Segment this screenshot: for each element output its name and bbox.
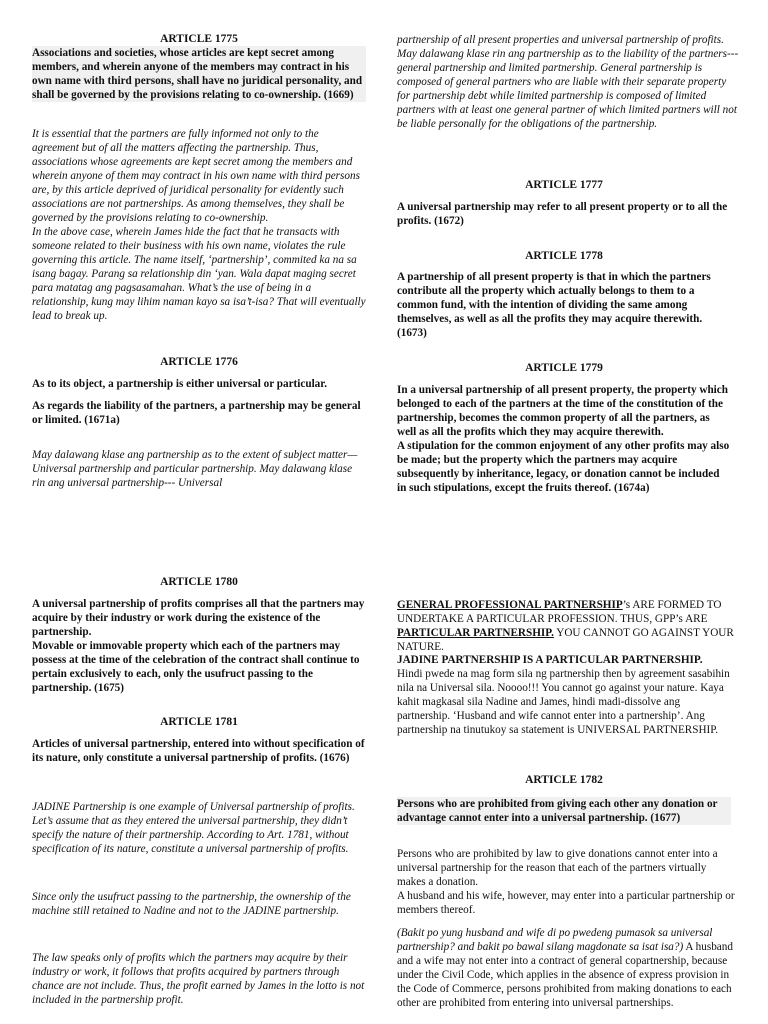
article-1775-text: Associations and societies, whose articles are kept secret among members, and wherein anyone of the members may contract in his own name with third persons, shall have no juridical personality, and shall be governed by the provisions relating to co-ownership. (1669) [32, 46, 366, 102]
gpp-term: GENERAL PROFESSIONAL PARTNERSHIP [397, 599, 623, 611]
article-1776-text-b: As regards the liability of the partners, a partnership may be general or limited. (1671a) [32, 400, 361, 426]
article-1775-heading: ARTICLE 1775 [160, 33, 238, 45]
article-1779-heading: ARTICLE 1779 [525, 362, 603, 374]
article-1776-commentary-cont: partnership of all present properties and universal partnership of profits. May dalawang klase rin ang partnership as to the liability of the partners--- general partnership and limited partnership. General partnership is composed of general partners who are liable with their separate property for partnership debt while limited partnership is composed of limited partners with at least one general partner of which limited partners will not be liable personally for the obligations of the partnership. [397, 34, 739, 130]
article-1775-commentary: It is essential that the partners are fully informed not only to the agreement but of all the matters affecting the partnership. Thus, associations whose agreements are kept secret among the members and wherein anyone of them may contract in his own name with third persons are, by this article deprived of juridical personality for evidently such associations are not partnerships. As among themselves, they shall be governed by the provisions relating to co-ownership. In the above case, wherein James hide the fact that he transacts with someone related to their business with his own name, violates the rule governing this article. The name itself, ‘partnership’, commited ka na sa isang bagay. Parang sa relationship din ‘yan. Wala dapat maging secret para matatag ang pagsasamahan. What’s the use of being in a relationship, kung may lihim naman kayo sa isa’t-isa? That will eventually lead to break up. [32, 128, 366, 322]
article-1777-text: A universal partnership may refer to all present property or to all the profits. (1672) [397, 201, 728, 227]
article-1779-text: In a universal partnership of all present property, the property which belonged to each of the partners at the time of the constitution of the partnership, becomes the common property of all the partners, as well as all the profits which they may acquire therewith. A stipulation for the common enjoyment of any other profits may also be made; but the property which the partners may acquire subsequently by inheritance, legacy, or donation cannot be included in such stipulations, except the fruits thereof. (1674a) [397, 384, 730, 494]
gpp-note [397, 598, 735, 654]
article-1781-commentary-b: Since only the usufruct passing to the partnership, the ownership of the machine still retained to Nadine and not to the JADINE partnership. [32, 891, 351, 917]
answer-text: A husband and a wife may not enter into a contract of general copartnership, because under the Civil Code, which applies in the absence of express provision in the Code of Commerce, persons prohibited from making donations to each other are prohibited from entering into universal partnerships. [397, 941, 733, 1009]
jadine-heading: JADINE PARTNERSHIP IS A PARTICULAR PARTNERSHIP. [397, 654, 703, 666]
article-1778-text: A partnership of all present property is that in which the partners contribute all the property which actually belongs to them to a common fund, with the intention of dividing the same among themselves, as well as all the profits they may acquire therewith. (1673) [397, 271, 711, 339]
article-1781-heading: ARTICLE 1781 [160, 716, 238, 728]
article-1781-text: Articles of universal partnership, entered into without specification of its nature, only constitute a universal partnership of profits. (1676) [32, 738, 365, 764]
article-1780-heading: ARTICLE 1780 [160, 576, 238, 588]
article-1776-heading: ARTICLE 1776 [160, 356, 238, 368]
article-1780-text: A universal partnership of profits comprises all that the partners may acquire by their industry or work during the existence of the partnership. Movable or immovable property which each of the partners may possess at the time of the celebration of the contract shall continue to pertain exclusively to each, only the usufruct passing to the partnership. (1675) [32, 598, 365, 694]
question-text: (Bakit po yung husband and wife di po pwedeng pumasok sa universal partnership? and bakit po bawal silang magdonate sa isat isa?) [397, 927, 713, 953]
article-1782-heading: ARTICLE 1782 [525, 774, 603, 786]
pp-term: PARTICULAR PARTNERSHIP. [397, 627, 554, 639]
article-1782-commentary-b [397, 926, 735, 1010]
article-1781-commentary-a: JADINE Partnership is one example of Universal partnership of profits. Let’s assume that as they entered the universal partnership, they didn’t specify the nature of their partnership. According to Art. 1781, without specification of its nature, constitute a universal partnership of profits. [32, 801, 355, 855]
article-1782-text: Persons who are prohibited from giving each other any donation or advantage cannot enter into a universal partnership. (1677) [397, 797, 731, 825]
article-1776-commentary: May dalawang klase ang partnership as to the extent of subject matter—Universal partnership and particular partnership. May dalawang klase rin ang universal partnership--- Universal [32, 449, 358, 489]
article-1776-text-a: As to its object, a partnership is either universal or particular. [32, 378, 328, 390]
gpp-rest: ’s ARE FORMED TO UNDERTAKE A PARTICULAR PROFESSION. THUS, GPP’s ARE [397, 599, 722, 625]
jadine-text: Hindi pwede na mag form sila ng partnership then by agreement sasabihin nila na Universal sila. Noooo!!! You cannot go against your nature. Kaya kahit magkasal sila Nadine and James, hindi madi-dissolve ang partnership. ‘Husband and wife cannot enter into a partnership’. Ang partnership na tinutukoy sa statement is UNIVERSAL PARTNERSHIP. [397, 668, 730, 736]
article-1778-heading: ARTICLE 1778 [525, 250, 603, 262]
article-1777-heading: ARTICLE 1777 [525, 179, 603, 191]
article-1782-commentary-a: Persons who are prohibited by law to give donations cannot enter into a universal partnership for the reason that each of the partners virtually makes a donation. A husband and his wife, however, may enter into a particular partnership or members thereof. [397, 848, 735, 916]
article-1781-commentary-c: The law speaks only of profits which the partners may acquire by their industry or work, it follows that profits acquired by partners through chance are not include. Thus, the profit earned by James in the lotto is not included in the partnership profit. [32, 952, 365, 1006]
pp-rest: YOU CANNOT GO AGAINST YOUR NATURE. [397, 627, 734, 653]
